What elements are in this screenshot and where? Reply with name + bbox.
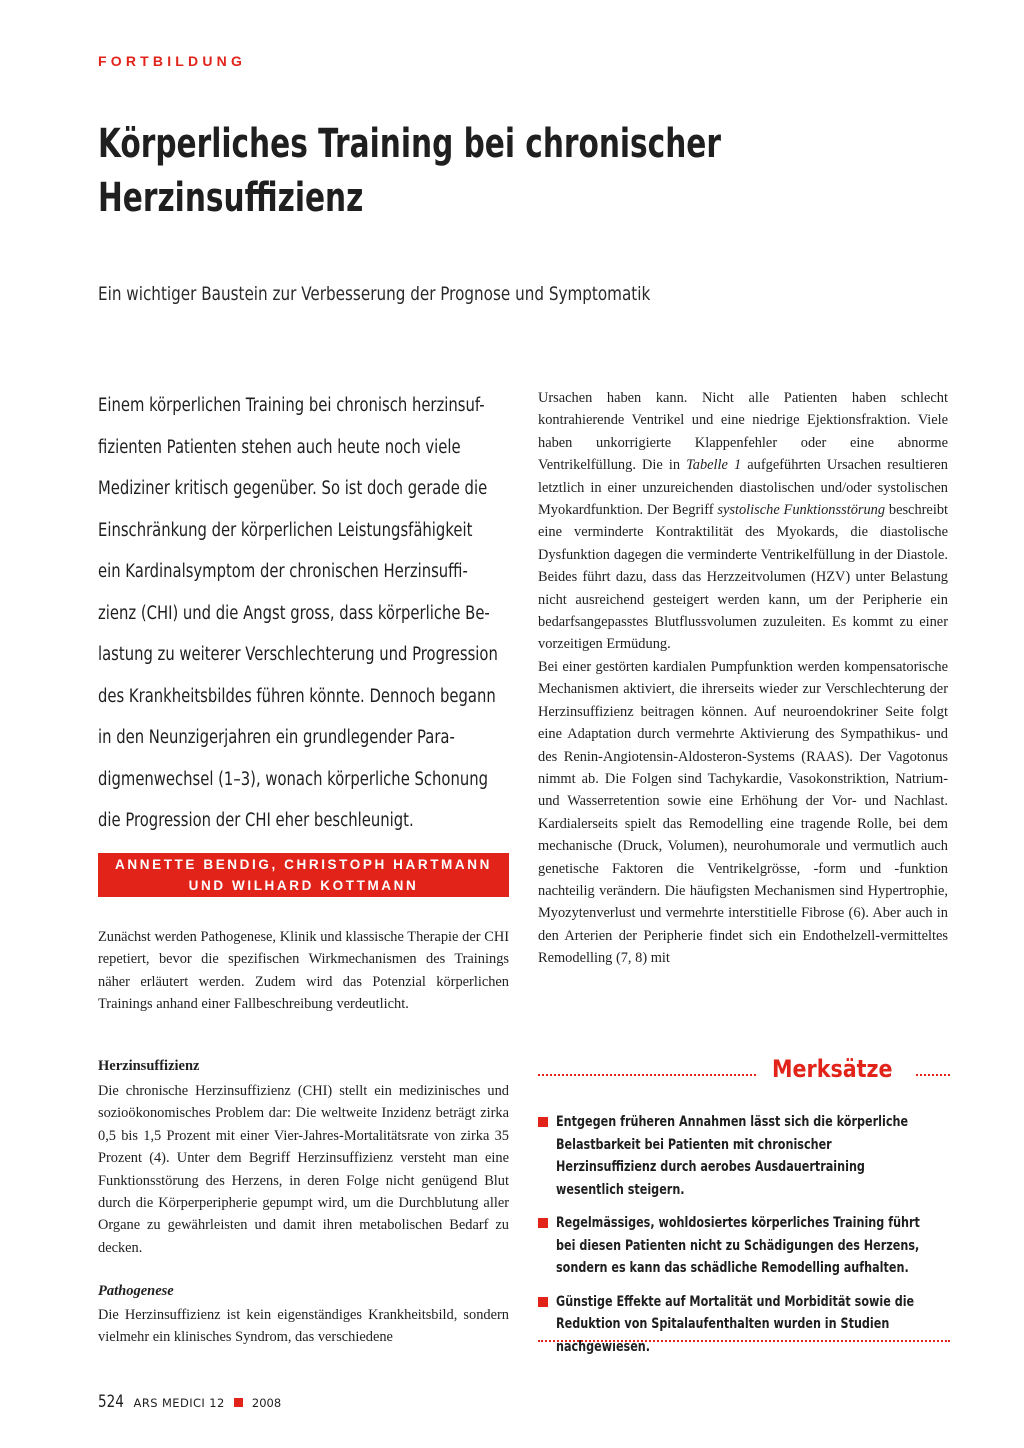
merksaetze-header [538,1055,950,1085]
page-footer [98,1392,281,1412]
right-p1-text-a: Ursachen haben kann. Nicht alle Patienten haben schlecht kontrahierende Ventrikel und eine niedrige Ejektionsfraktion. Viele haben unkorrigierte Klappenfehler oder eine abnorme Ventrikelfüllung. Die in [538,390,948,474]
title-line-2: Herzinsuffizienz [98,175,364,221]
lead-line: fizienten Patienten stehen auch heute noch viele [98,436,461,458]
issue-year: 2008 [251,1396,282,1410]
merksaetze-title: Merksätze [772,1055,893,1083]
right-p1-text-c: beschreibt eine verminderte Kontraktilität des Myokards, die diastolische Dysfunktion dagegen die verminderte Ventrikelfüllung in der Diastole. Beides führt dazu, dass das Herzzeitvolumen (HZV) unter Belastung nicht ausreichend gesteigert werden kann, um der Peripherie ein bedarfsangepasstes Blutflussvolumen zuzuleiten. Es kommt zu einer vorzeitigen Ermüdung. [538,502,949,653]
merksatz-text: Entgegen früheren Annahmen lässt sich die körperliche Belastbarkeit bei Patienten mit chronischer Herzinsuffizienz durch aerobes Ausdauertraining wesentlich steigern. [556,1114,909,1198]
lead-line: Einem körperlichen Training bei chronisch herzinsuf- [98,395,485,416]
lead-line: Einschränkung der körperlichen Leistungsfähigkeit [98,519,473,541]
dotted-rule-right [916,1074,950,1076]
lead-line: ein Kardinalsymptom der chronischen Herzinsuffi- [98,561,468,582]
right-p1-text-b: aufgeführten Ursachen resultieren letztlich in einer unzureichenden diastolischen und/oder systolischen Myokardfunktion. Der Begriff [538,457,948,519]
merksaetze-bottom-rule [538,1340,950,1342]
article-subtitle: Ein wichtiger Baustein zur Verbesserung der Prognose und Symptomatik [98,283,651,305]
lead-line: in den Neunzigerjahren ein grundlegender Para- [98,727,455,748]
lead-line: digmenwechsel (1–3), wonach körperliche Schonung [98,768,489,790]
right-paragraph-2: Bei einer gestörten kardialen Pumpfunktion werden kompensatorische Mechanismen aktiviert, die ihrerseits wieder zur Verschlechterung der Herzinsuffizienz beitragen können. Auf neuroendokriner Seite folgt eine Adaptation durch vermehrte Aktivierung des Sympathikus- und des Renin-Angiotensin-Aldosteron-Systems (RAAS). Der Vagotonus nimmt ab. Die Folgen sind Tachykardie, Vasokonstriktion, Natrium- und Wasserretention sowie eine Erhöhung der Vor- und Nachlast. Kardialerseits spielt das Remodelling eine tragende Rolle, bei dem mechanische (Druck, Volumen), neurohumorale und vermutlich auch genetische Faktoren die Ventrikelgrösse, -form und -funktion nachteilig verändern. Die häufigsten Mechanismen sind Hypertrophie, Myozytenverlust und vermehrte interstitielle Fibrose (6). Aber auch in den Arterien der Peripherie findet sich ein Endothelzell-vermitteltes Remodelling (7, 8) mit [538,658,948,967]
merksaetze-list [538,1111,950,1369]
dotted-rule-left [538,1074,756,1076]
red-square-bullet-icon [538,1218,548,1228]
merksatz-item [538,1291,950,1359]
section-kicker: FORTBILDUNG [98,53,247,69]
intro-paragraph: Zunächst werden Pathogenese, Klinik und klassische Therapie der CHI repetiert, bevor die spezifischen Wirkmechanismen des Trainings näher erläutert werden. Zudem wird das Potenzial körperlichen Trainings anhand einer Fallbeschreibung verdeutlicht. [98,929,509,1013]
merksatz-item [538,1212,950,1280]
authors-line-1: ANNETTE BENDIG, CHRISTOPH HARTMANN [115,857,492,872]
title-line-1: Körperliches Training bei chronischer [98,121,721,167]
page-number: 524 [98,1392,124,1412]
lead-line: des Krankheitsbildes führen könnte. Dennoch begann [98,685,496,707]
red-square-bullet-icon [538,1117,548,1127]
merksatz-text: Günstige Effekte auf Mortalität und Morbidität sowie die Reduktion von Spitalaufenthalten wurden in Studien nachgewiesen. [556,1293,915,1355]
authors-banner [98,853,509,897]
pathogenese-paragraph: Die Herzinsuffizienz ist kein eigenständiges Krankheitsbild, sondern vielmehr ein klinisches Syndrom, das verschiedene [98,1307,509,1346]
merksatz-item [538,1111,950,1201]
table-reference: Tabelle 1 [686,457,742,474]
red-square-separator-icon [234,1398,243,1407]
section-heading-herzinsuffizienz: Herzinsuffizienz [98,1058,200,1074]
red-square-bullet-icon [538,1297,548,1307]
merksatz-text: Regelmässiges, wohldosiertes körperliches Training führt bei diesen Patienten nicht zu Schädigungen des Herzens, sondern es kann das schädliche Remodelling aufhalten. [556,1215,920,1276]
lead-paragraph [98,385,506,842]
lead-line: Mediziner kritisch gegenüber. So ist doch gerade die [98,478,488,499]
lead-line: lastung zu weiterer Verschlechterung und Progression [98,644,498,665]
lead-line: zienz (CHI) und die Angst gross, dass körperliche Be- [98,602,490,624]
lead-line: die Progression der CHI eher beschleunigt. [98,810,414,831]
magazine-name: ARS MEDICI 12 [133,1396,225,1410]
right-paragraph-1 [538,387,948,656]
term-systolic-dysfunction: systolische Funktionsstörung [717,502,886,519]
right-column-text [538,387,948,970]
article-title [98,117,956,225]
authors-line-2: UND WILHARD KOTTMANN [188,878,419,893]
section-heading-pathogenese: Pathogenese [98,1283,174,1299]
herzinsuffizienz-paragraph: Die chronische Herzinsuffizienz (CHI) stellt ein medizinisches und sozioökonomisches Problem dar: Die weltweite Inzidenz beträgt zirka 0,5 bis 1,5 Prozent mit einer Vier-Jahres-Mortalitätsrate von zirka 35 Prozent (4). Unter dem Begriff Herzinsuffizienz versteht man eine Funktionsstörung des Herzens, in deren Folge nicht genügend Blut durch die Körperperipherie gepumpt wird, um die Durchblutung aller Organe zu gewährleisten und damit ihren metabolischen Bedarf zu decken. [98,1083,509,1256]
